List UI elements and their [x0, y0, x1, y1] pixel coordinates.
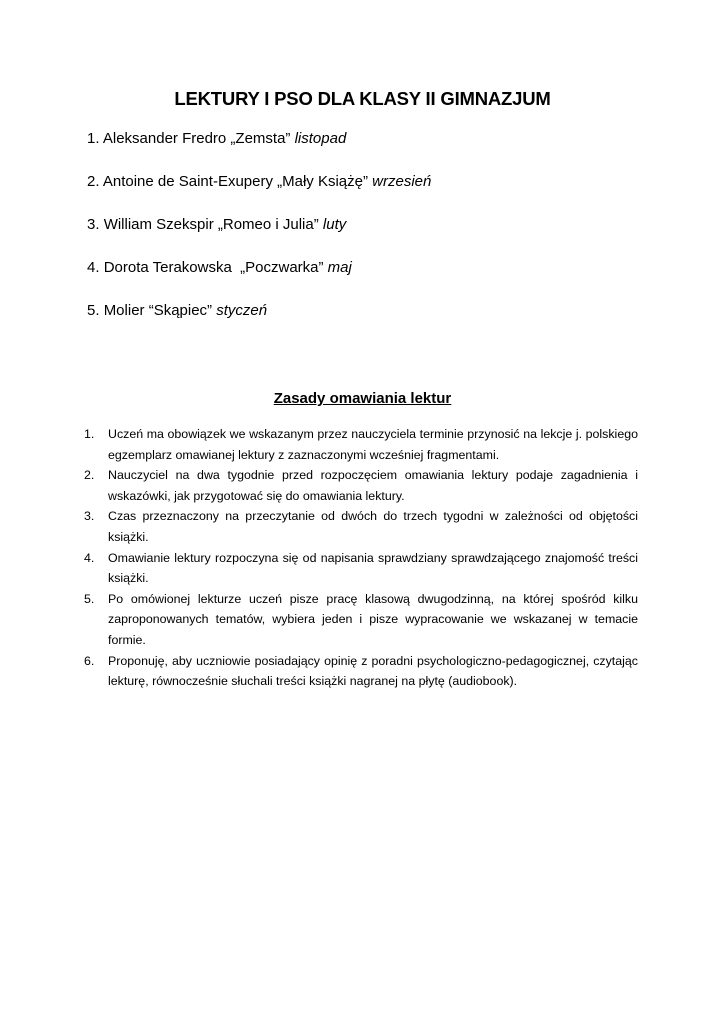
rule-item — [80, 548, 638, 589]
rule-item — [80, 589, 638, 651]
page-title: LEKTURY I PSO DLA KLASY II GIMNAZJUM — [174, 88, 551, 109]
reading-item — [87, 171, 667, 214]
reading-number: 1. — [87, 130, 100, 147]
reading-title: William Szekspir „Romeo i Julia” — [103, 216, 319, 233]
reading-item — [87, 214, 667, 257]
rule-item — [80, 506, 638, 547]
rule-text: Omawianie lektury rozpoczyna się od napisania sprawdziany sprawdzającego znajomość treści książki. — [108, 550, 638, 586]
rule-text: Proponuję, aby uczniowie posiadający opinię z poradni psychologiczno-pedagogicznej, czytając lekturę, równocześnie słuchali treści książki nagranej na płytę (audiobook). — [108, 653, 638, 689]
rule-number: 2. — [84, 468, 95, 483]
rule-number: 5. — [84, 591, 95, 606]
reading-number: 5. — [87, 302, 100, 319]
rule-text: Nauczyciel na dwa tygodnie przed rozpoczęciem omawiania lektury podaje zagadnienia i wskazówki, jak przygotować się do omawiania lektury. — [108, 468, 638, 503]
rule-item — [80, 465, 638, 506]
reading-month: styczeń — [216, 302, 268, 319]
reading-item — [87, 300, 667, 343]
reading-month: maj — [327, 259, 352, 276]
rule-text: Czas przeznaczony na przeczytanie od dwóch do trzech tygodni w zależności od objętości książki. — [108, 509, 638, 544]
rule-number: 4. — [84, 550, 95, 565]
reading-item — [87, 257, 667, 300]
rule-text: Uczeń ma obowiązek we wskazanym przez nauczyciela terminie przynosić na lekcje j. polskiego egzemplarz omawianej lektury z zaznaczonymi wcześniej fragmentami. — [108, 427, 638, 462]
rule-item — [80, 651, 638, 692]
rule-number: 1. — [84, 427, 95, 441]
reading-item — [87, 128, 667, 171]
reading-number: 4. — [87, 259, 100, 276]
reading-title: Aleksander Fredro „Zemsta” — [102, 130, 291, 147]
reading-title: Dorota Terakowska „Poczwarka” — [103, 259, 324, 276]
rules-heading-text: Zasady omawiania lektur — [273, 390, 452, 407]
reading-month: luty — [322, 216, 347, 233]
rule-item — [80, 424, 638, 465]
rule-number: 3. — [84, 509, 95, 524]
rules-list — [80, 424, 638, 692]
reading-month: wrzesień — [372, 173, 432, 190]
reading-month: listopad — [294, 130, 347, 147]
reading-title: Antoine de Saint-Exupery „Mały Książę” — [102, 173, 368, 190]
reading-number: 2. — [87, 173, 100, 190]
reading-number: 3. — [87, 216, 100, 233]
reading-list — [87, 128, 667, 343]
rule-text: Po omówionej lekturze uczeń pisze pracę klasową dwugodzinną, na której spośród kilku zaproponowanych tematów, wybiera jeden i pisze wypracowanie we wskazanej w temacie formie. — [108, 591, 638, 647]
reading-title: Molier “Skąpiec” — [103, 302, 213, 319]
rule-number: 6. — [84, 653, 95, 668]
rules-heading — [0, 390, 725, 407]
